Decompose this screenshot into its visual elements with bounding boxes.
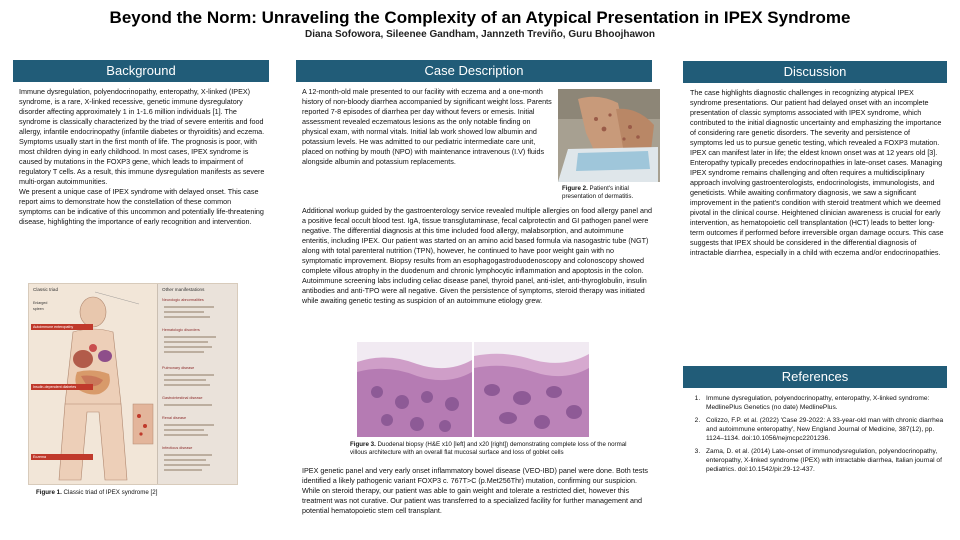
- biopsy-left-drawing: [357, 342, 472, 437]
- reference-item: 2. Colizzo, F.P. et al. (2022) 'Case 29-2022: A 33-year-old man with chronic diarrhea and autoimmune enteropathy', New England Journal of Medicine, 387(12), pp. 1124–1134. doi:10.1056/nejmcpc2201236.: [702, 416, 948, 443]
- discussion-paragraph: The case highlights diagnostic challenges in recognizing atypical IPEX syndrome presentations. Our patient had delayed onset with an incomplete presentation of classic symptoms associated with IPEX syndrome, which contributed to the initial diagnostic uncertainty and emphasizing the importance of considering rare genetic disorders. The severity and persistence of symptoms led us to pursue genetic testing, which revealed a FOXP3 mutation. IPEX can manifest later in life; the eldest known onset was at 12 years old [3]. Enteropathy typically precedes endocrinopathies in late-onset cases. Managing IPEX syndrome remains challenging and often requires a multidisciplinary approach involving gastroenterologists, endocrinologists, immunologists, and geneticists. While awaiting confirmatory diagnosis, we saw a significant improvement in the patient's condition with steroid treatment which we deemed pivotal in the clinical course. Heightened clinician awareness is crucial for early intervention, as hematopoietic cell transplantation (HCT) leads to better long-term outcomes if performed before irreversible organ damage occurs. This case suggests that IPEX should be considered in the differential diagnosis of intractable diarrhea, especially in a child with eczema and/or endocrinopathies.: [690, 88, 944, 257]
- manifestation-item: Gastrointestinal disease: [162, 396, 203, 400]
- figure-1-illustration: [28, 283, 238, 485]
- figure-2-caption-label: Figure 2.: [562, 185, 588, 192]
- poster-title: Beyond the Norm: Unraveling the Complexity of an Atypical Presentation in IPEX Syndrome: [109, 8, 851, 27]
- figure-1-caption-text: Classic triad of IPEX syndrome [2]: [63, 489, 158, 496]
- references-header: References: [683, 366, 947, 388]
- background-paragraph-1: Immune dysregulation, polyendocrinopathy, enteropathy, X-linked (IPEX) syndrome, is a rare, X-linked recessive, genetic immune dysregulatory disorder affecting approximately 1 in 1-1.6 million individuals [1]. The syndrome is classically characterized by the triad of severe enteritis and food allergy, infantile endocrinopathy (infantile diabetes or thyroiditis) and eczema. Symptoms usually start in the first month of life. The prognosis is poor, with most children dying in early childhood. In most cases, IPEX syndrome is caused by mutations in the FOXP3 gene, which leads to impairment of regulatory T cells. As a result, this immune dysregulation manifests as severe multi-organ autoimmunities.: [19, 87, 265, 186]
- classic-triad-panel: [29, 284, 157, 484]
- eczema-tag: Eczema: [31, 454, 93, 460]
- background-text: [19, 87, 265, 231]
- biopsy-right-drawing: [474, 342, 589, 437]
- figure-3-biopsy-right: [474, 342, 589, 437]
- manifestation-item: Neurologic abnormalities: [162, 298, 204, 302]
- background-header: Background: [13, 60, 269, 82]
- figure-2-photo: [558, 89, 660, 182]
- figure-1-caption: [36, 489, 236, 497]
- manifestation-list-lines: [158, 284, 238, 484]
- enlarged-spleen-label: Enlarged spleen: [33, 301, 48, 311]
- case-paragraph-1: A 12-month-old male presented to our facility with eczema and a one-month history of non-bloody diarrhea accompanied by significant weight loss. Parents reported 7-8 episodes of diarrhea per day without fevers or emesis. Initial assessment revealed eczematous lesions as the only notable finding on physical exam, with normal vitals. Initial lab work showed low albumin and potassium levels. He was admitted to our pediatric intermediate care unit, placed on nothing by mouth (NPO) with maintenance intravenous (I.V) fluids alongside albumin and potassium replacements.: [302, 87, 552, 166]
- manifestation-item: Hematologic disorders: [162, 328, 200, 332]
- discussion-header: Discussion: [683, 61, 947, 83]
- poster-authors: Diana Sofowora, Sileenee Gandham, Jannzeth Treviño, Guru Bhoojhawon: [304, 29, 656, 40]
- reference-item: 1. Immune dysregulation, polyendocrinopathy, enteropathy, X-linked syndrome: MedlinePlus Genetics (no date) MedlinePlus.: [702, 394, 948, 412]
- case-paragraph-2: Additional workup guided by the gastroenterology service revealed multiple allergies on food allergy panel and a positive fecal occult blood test. IgA, tissue transglutaminase, fecal calprotectin and GI pathogen panel were negative. The differential diagnosis at this time included food allergy, malabsorption, and autoimmune enteritis, including IPEX. Our patient was started on an amino acid based formula via nasogastric tube (NGT) along with total parenteral nutrition (TPN), however, he continued to have poor weight gain with no symptomatic improvement. Biopsy results from an esophagogastroduodenoscopy and colonoscopy showed complete villous atrophy in the duodenum and chronic lymphocytic inflammation and apoptosis in the colon. Autoimmune screening labs including celiac disease panel, thyroid panel, anti-islet, anti-thyroglobulin, insulin antibodies and anti-TPO were all negative. Given the persistence of symptoms, steroid therapy was initiated while awaiting genetic testing as suspicion of an autoimmune etiology grew.: [302, 206, 653, 305]
- figure-3-caption-label: Figure 3.: [350, 441, 376, 448]
- manifestation-item: Pulmonary disease: [162, 366, 195, 370]
- figure-1-caption-label: Figure 1.: [36, 489, 62, 496]
- figure-3-caption-text: Duodenal biopsy (H&E x10 [left] and x20 [right]) demonstrating complete loss of the normal villous architecture with an overall flat mucosal surface and loss of goblet cells: [350, 441, 627, 456]
- figure-2-caption-text: Patient's initial presentation of dermatitis.: [562, 185, 634, 200]
- case-paragraph-3: IPEX genetic panel and very early onset inflammatory bowel disease (VEO-IBD) panel were done. Both tests identified a likely pathogenic variant FOXP3 c. 767T>C (p.Met256Thr) mutation, confirming our suspicion. While on steroid therapy, our patient was able to gain weight and tolerate a restricted diet, however this treatment was not curative. Our patient was transferred to a specialized facility for further management and potential hematopoietic stem cell transplant.: [302, 466, 648, 515]
- dermatitis-photo-drawing: [558, 89, 660, 182]
- insulin-diabetes-tag: Insulin-dependent diabetes: [31, 384, 93, 390]
- reference-item: 3. Zama, D. et al. (2014) Late-onset of immunodysregulation, polyendocrinopathy, enteropathy, X-linked syndrome (IPEX) with intractable diarrhea, Italian journal of pediatrics. doi:10.1542/pir.29-12-437.: [702, 447, 948, 474]
- manifestation-item: Infectious disease: [162, 446, 193, 450]
- figure-2-caption: [562, 185, 662, 201]
- classic-triad-title: Classic triad: [33, 287, 59, 292]
- background-paragraph-2: We present a unique case of IPEX syndrome with delayed onset. This case report aims to demonstrate how the constellation of these common symptoms can be indicative of this uncommon and potentially life-threatening disease, highlighting the importance of early recognition and intervention.: [19, 187, 264, 226]
- autoimmune-enteropathy-tag: Autoimmune enteropathy: [31, 324, 93, 330]
- figure-3-biopsy-left: [357, 342, 472, 437]
- case-header: Case Description: [296, 60, 652, 82]
- figure-3-caption: [350, 441, 642, 457]
- references-list: [686, 394, 948, 478]
- manifestation-item: Renal disease: [162, 416, 187, 420]
- other-manifestations-title: Other manifestations: [162, 287, 205, 292]
- other-manifestations-panel: [157, 284, 238, 484]
